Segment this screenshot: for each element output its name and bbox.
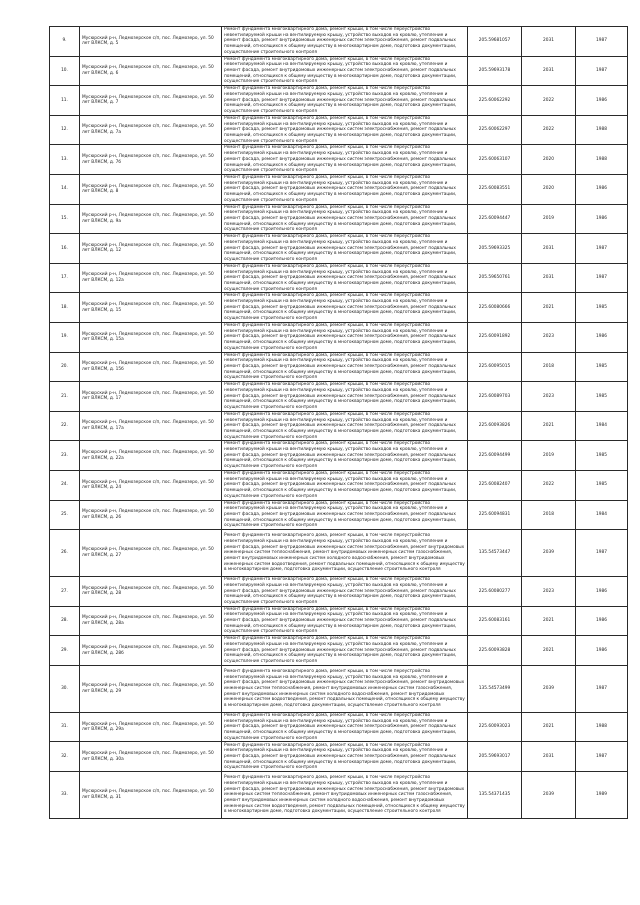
row-number: 25.: [50, 500, 80, 530]
repair-works-list: Ремонт фундамента многоквартирного дома, ремонт крыши, в том числе переустройство невентилируемой крыши на вентилируемую крышу, устройство выходов на кровлю, утепление и ремонт фасада, ремонт внутридомовых инженерных систем электроснабжения, ремонт подвальных помещений, относящихся к общему имуществу в многоквартирном доме, подготовка документации, осуществление строительного контроля: [222, 263, 468, 293]
repair-works-list: Ремонт фундамента многоквартирного дома, ремонт крыши, в том числе переустройство невентилируемой крыши на вентилируемую крышу, устройство выходов на кровлю, утепление и ремонт фасада, ремонт внутридомовых инженерных систем электроснабжения, ремонт подвальных помещений, относящихся к общему имуществу в многоквартирном доме, подготовка документации, осуществление строительного контроля: [222, 352, 468, 382]
table-row: [50, 263, 628, 293]
cadastral-value: 225.60082407: [468, 470, 522, 500]
repair-year: 2031: [522, 56, 576, 86]
construction-year: 1986: [576, 636, 628, 666]
repair-year: 2031: [522, 27, 576, 57]
repair-works-list: Ремонт фундамента многоквартирного дома, ремонт крыши, в том числе переустройство невентилируемой крыши на вентилируемую крышу, устройство выходов на кровлю, утепление и ремонт фасада, ремонт внутридомовых инженерных систем электроснабжения, ремонт подвальных помещений, относящихся к общему имуществу в многоквартирном доме, подготовка документации, осуществление строительного контроля: [222, 712, 468, 742]
cadastral-value: 205.59650761: [468, 263, 522, 293]
repair-year: 2021: [522, 293, 576, 323]
house-address: Мусюрский р-н, Ледмозерское с/п, пос. Ледмозеро, ул. 50 лет ВЛКСМ, д. 8: [80, 174, 222, 204]
table-row: [50, 441, 628, 471]
table-row: [50, 606, 628, 636]
house-address: Мусюрский р-н, Ледмозерское с/п, пос. Ледмозеро, ул. 50 лет ВЛКСМ, д. 17: [80, 382, 222, 412]
repair-works-list: Ремонт фундамента многоквартирного дома, ремонт крыши, в том числе переустройство невентилируемой крыши на вентилируемую крышу, устройство выходов на кровлю, утепление и ремонт фасада, ремонт внутридомовых инженерных систем электроснабжения, ремонт подвальных помещений, относящихся к общему имуществу в многоквартирном доме, подготовка документации, осуществление строительного контроля: [222, 27, 468, 57]
repair-works-list: Ремонт фундамента многоквартирного дома, ремонт крыши, в том числе переустройство невентилируемой крыши на вентилируемую крышу, устройство выходов на кровлю, утепление и ремонт фасада, ремонт внутридомовых инженерных систем электроснабжения, ремонт внутридомовых инженерных систем теплоснабжения, ремонт внутридомовых инженерных систем газоснабжения, ремонт внутридомовых инженерных систем холодного водоснабжения, ремонт внутридомовых инженерных систем водоотведения, ремонт подвальных помещений, относящихся к общему имуществу в многоквартирном доме, подготовка документации, осуществление строительного контроля: [222, 530, 468, 577]
construction-year: 1989: [576, 772, 628, 819]
house-address: Мусюрский р-н, Ледмозерское с/п, пос. Ледмозеро, ул. 50 лет ВЛКСМ, д. 27: [80, 530, 222, 577]
cadastral-value: 225.60080666: [468, 293, 522, 323]
row-number: 14.: [50, 174, 80, 204]
construction-year: 1984: [576, 500, 628, 530]
cadastral-value: 205.59693325: [468, 234, 522, 264]
house-address: Мусюрский р-н, Ледмозерское с/п, пос. Ледмозеро, ул. 50 лет ВЛКСМ, д. 24: [80, 470, 222, 500]
construction-year: 1985: [576, 293, 628, 323]
construction-year: 1986: [576, 322, 628, 352]
house-address: Мусюрский р-н, Ледмозерское с/п, пос. Ледмозеро, ул. 50 лет ВЛКСМ, д. 15: [80, 293, 222, 323]
construction-year: 1986: [576, 577, 628, 607]
repair-year: 2018: [522, 352, 576, 382]
cadastral-value: 225.60080277: [468, 577, 522, 607]
row-number: 15.: [50, 204, 80, 234]
cadastral-value: 225.60093828: [468, 636, 522, 666]
repair-program-table: [49, 26, 628, 819]
table-row: [50, 27, 628, 57]
table-row: [50, 322, 628, 352]
house-address: Мусюрский р-н, Ледмозерское с/п, пос. Ледмозеро, ул. 50 лет ВЛКСМ, д. 17а: [80, 411, 222, 441]
table-row: [50, 115, 628, 145]
construction-year: 1985: [576, 352, 628, 382]
repair-year: 2021: [522, 712, 576, 742]
construction-year: 1985: [576, 470, 628, 500]
repair-works-list: Ремонт фундамента многоквартирного дома, ремонт крыши, в том числе переустройство невентилируемой крыши на вентилируемую крышу, устройство выходов на кровлю, утепление и ремонт фасада, ремонт внутридомовых инженерных систем электроснабжения, ремонт подвальных помещений, относящихся к общему имуществу в многоквартирном доме, подготовка документации, осуществление строительного контроля: [222, 174, 468, 204]
house-address: Мусюрский р-н, Ледмозерское с/п, пос. Ледмозеро, ул. 50 лет ВЛКСМ, д. 31: [80, 772, 222, 819]
house-address: Мусюрский р-н, Ледмозерское с/п, пос. Ледмозеро, ул. 50 лет ВЛКСМ, д. 5: [80, 27, 222, 57]
row-number: 29.: [50, 636, 80, 666]
repair-year: 2020: [522, 174, 576, 204]
cadastral-value: 135.54573499: [468, 665, 522, 712]
house-address: Мусюрский р-н, Ледмозерское с/п, пос. Ледмозеро, ул. 50 лет ВЛКСМ, д. 29: [80, 665, 222, 712]
row-number: 16.: [50, 234, 80, 264]
table-row: [50, 174, 628, 204]
row-number: 23.: [50, 441, 80, 471]
construction-year: 1985: [576, 382, 628, 412]
row-number: 28.: [50, 606, 80, 636]
repair-year: 2022: [522, 115, 576, 145]
cadastral-value: 225.60083551: [468, 174, 522, 204]
cadastral-value: 225.60094499: [468, 441, 522, 471]
repair-year: 2031: [522, 263, 576, 293]
table-row: [50, 411, 628, 441]
house-address: Мусюрский р-н, Ледмозерское с/п, пос. Ледмозеро, ул. 50 лет ВЛКСМ, д. 6: [80, 56, 222, 86]
construction-year: 1988: [576, 115, 628, 145]
cadastral-value: 225.60091892: [468, 322, 522, 352]
repair-year: 2022: [522, 470, 576, 500]
cadastral-value: 135.54573447: [468, 530, 522, 577]
table-row: [50, 470, 628, 500]
row-number: 10.: [50, 56, 80, 86]
cadastral-value: 205.59681057: [468, 27, 522, 57]
repair-year: 2039: [522, 530, 576, 577]
repair-works-list: Ремонт фундамента многоквартирного дома, ремонт крыши, в том числе переустройство невентилируемой крыши на вентилируемую крышу, устройство выходов на кровлю, утепление и ремонт фасада, ремонт внутридомовых инженерных систем электроснабжения, ремонт подвальных помещений, относящихся к общему имуществу в многоквартирном доме, подготовка документации, осуществление строительного контроля: [222, 293, 468, 323]
construction-year: 1988: [576, 712, 628, 742]
house-address: Мусюрский р-н, Ледмозерское с/п, пос. Ледмозеро, ул. 50 лет ВЛКСМ, д. 12а: [80, 263, 222, 293]
construction-year: 1987: [576, 56, 628, 86]
repair-works-list: Ремонт фундамента многоквартирного дома, ремонт крыши, в том числе переустройство невентилируемой крыши на вентилируемую крышу, устройство выходов на кровлю, утепление и ремонт фасада, ремонт внутридомовых инженерных систем электроснабжения, ремонт подвальных помещений, относящихся к общему имуществу в многоквартирном доме, подготовка документации, осуществление строительного контроля: [222, 742, 468, 772]
house-address: Мусюрский р-н, Ледмозерское с/п, пос. Ледмозеро, ул. 50 лет ВЛКСМ, д. 28: [80, 577, 222, 607]
row-number: 19.: [50, 322, 80, 352]
repair-works-list: Ремонт фундамента многоквартирного дома, ремонт крыши, в том числе переустройство невентилируемой крыши на вентилируемую крышу, устройство выходов на кровлю, утепление и ремонт фасада, ремонт внутридомовых инженерных систем электроснабжения, ремонт внутридомовых инженерных систем теплоснабжения, ремонт внутридомовых инженерных систем газоснабжения, ремонт внутридомовых инженерных систем холодного водоснабжения, ремонт внутридомовых инженерных систем водоотведения, ремонт подвальных помещений, относящихся к общему имуществу в многоквартирном доме, подготовка документации, осуществление строительного контроля: [222, 772, 468, 819]
cadastral-value: 225.60062297: [468, 115, 522, 145]
row-number: 13.: [50, 145, 80, 175]
house-address: Мусюрский р-н, Ледмозерское с/п, пос. Ледмозеро, ул. 50 лет ВЛКСМ, д. 7: [80, 86, 222, 116]
row-number: 33.: [50, 772, 80, 819]
cadastral-value: 225.60089703: [468, 382, 522, 412]
house-address: Мусюрский р-н, Ледмозерское с/п, пос. Ледмозеро, ул. 50 лет ВЛКСМ, д. 15а: [80, 322, 222, 352]
construction-year: 1988: [576, 145, 628, 175]
cadastral-value: 225.60095015: [468, 352, 522, 382]
table-row: [50, 665, 628, 712]
repair-year: 2019: [522, 441, 576, 471]
table-body: [50, 27, 628, 819]
house-address: Мусюрский р-н, Ледмозерское с/п, пос. Ледмозеро, ул. 50 лет ВЛКСМ, д. 7б: [80, 145, 222, 175]
house-address: Мусюрский р-н, Ледмозерское с/п, пос. Ледмозеро, ул. 50 лет ВЛКСМ, д. 15б: [80, 352, 222, 382]
repair-works-list: Ремонт фундамента многоквартирного дома, ремонт крыши, в том числе переустройство невентилируемой крыши на вентилируемую крышу, устройство выходов на кровлю, утепление и ремонт фасада, ремонт внутридомовых инженерных систем электроснабжения, ремонт подвальных помещений, относящихся к общему имуществу в многоквартирном доме, подготовка документации, осуществление строительного контроля: [222, 234, 468, 264]
table-row: [50, 352, 628, 382]
table-row: [50, 772, 628, 819]
cadastral-value: 225.60093826: [468, 411, 522, 441]
cadastral-value: 205.59693178: [468, 56, 522, 86]
table-row: [50, 56, 628, 86]
table-row: [50, 382, 628, 412]
cadastral-value: 205.59693017: [468, 742, 522, 772]
table-row: [50, 293, 628, 323]
construction-year: 1987: [576, 530, 628, 577]
construction-year: 1986: [576, 606, 628, 636]
table-row: [50, 742, 628, 772]
row-number: 11.: [50, 86, 80, 116]
repair-year: 2031: [522, 234, 576, 264]
construction-year: 1986: [576, 174, 628, 204]
house-address: Мусюрский р-н, Ледмозерское с/п, пос. Ледмозеро, ул. 50 лет ВЛКСМ, д. 22а: [80, 441, 222, 471]
cadastral-value: 225.60094831: [468, 500, 522, 530]
repair-works-list: Ремонт фундамента многоквартирного дома, ремонт крыши, в том числе переустройство невентилируемой крыши на вентилируемую крышу, устройство выходов на кровлю, утепление и ремонт фасада, ремонт внутридомовых инженерных систем электроснабжения, ремонт внутридомовых инженерных систем теплоснабжения, ремонт внутридомовых инженерных систем газоснабжения, ремонт внутридомовых инженерных систем холодного водоснабжения, ремонт внутридомовых инженерных систем водоотведения, ремонт подвальных помещений, относящихся к общему имуществу в многоквартирном доме, подготовка документации, осуществление строительного контроля: [222, 665, 468, 712]
row-number: 27.: [50, 577, 80, 607]
construction-year: 1986: [576, 204, 628, 234]
repair-works-list: Ремонт фундамента многоквартирного дома, ремонт крыши, в том числе переустройство невентилируемой крыши на вентилируемую крышу, устройство выходов на кровлю, утепление и ремонт фасада, ремонт внутридомовых инженерных систем электроснабжения, ремонт подвальных помещений, относящихся к общему имуществу в многоквартирном доме, подготовка документации, осуществление строительного контроля: [222, 577, 468, 607]
house-address: Мусюрский р-н, Ледмозерское с/п, пос. Ледмозеро, ул. 50 лет ВЛКСМ, д. 9а: [80, 204, 222, 234]
row-number: 12.: [50, 115, 80, 145]
table-row: [50, 204, 628, 234]
repair-works-list: Ремонт фундамента многоквартирного дома, ремонт крыши, в том числе переустройство невентилируемой крыши на вентилируемую крышу, устройство выходов на кровлю, утепление и ремонт фасада, ремонт внутридомовых инженерных систем электроснабжения, ремонт подвальных помещений, относящихся к общему имуществу в многоквартирном доме, подготовка документации, осуществление строительного контроля: [222, 145, 468, 175]
table-row: [50, 577, 628, 607]
house-address: Мусюрский р-н, Ледмозерское с/п, пос. Ледмозеро, ул. 50 лет ВЛКСМ, д. 12: [80, 234, 222, 264]
repair-year: 2022: [522, 86, 576, 116]
row-number: 22.: [50, 411, 80, 441]
row-number: 30.: [50, 665, 80, 712]
table-row: [50, 500, 628, 530]
row-number: 9.: [50, 27, 80, 57]
cadastral-value: 135.54371435: [468, 772, 522, 819]
repair-year: 2023: [522, 577, 576, 607]
repair-year: 2021: [522, 636, 576, 666]
repair-works-list: Ремонт фундамента многоквартирного дома, ремонт крыши, в том числе переустройство невентилируемой крыши на вентилируемую крышу, устройство выходов на кровлю, утепление и ремонт фасада, ремонт внутридомовых инженерных систем электроснабжения, ремонт подвальных помещений, относящихся к общему имуществу в многоквартирном доме, подготовка документации, осуществление строительного контроля: [222, 86, 468, 116]
table-row: [50, 86, 628, 116]
table-row: [50, 234, 628, 264]
construction-year: 1987: [576, 234, 628, 264]
row-number: 18.: [50, 293, 80, 323]
repair-year: 2039: [522, 772, 576, 819]
construction-year: 1987: [576, 263, 628, 293]
cadastral-value: 225.60083161: [468, 606, 522, 636]
construction-year: 1987: [576, 27, 628, 57]
cadastral-value: 225.60093023: [468, 712, 522, 742]
row-number: 20.: [50, 352, 80, 382]
repair-works-list: Ремонт фундамента многоквартирного дома, ремонт крыши, в том числе переустройство невентилируемой крыши на вентилируемую крышу, устройство выходов на кровлю, утепление и ремонт фасада, ремонт внутридомовых инженерных систем электроснабжения, ремонт подвальных помещений, относящихся к общему имуществу в многоквартирном доме, подготовка документации, осуществление строительного контроля: [222, 500, 468, 530]
house-address: Мусюрский р-н, Ледмозерское с/п, пос. Ледмозеро, ул. 50 лет ВЛКСМ, д. 28а: [80, 606, 222, 636]
repair-year: 2039: [522, 665, 576, 712]
house-address: Мусюрский р-н, Ледмозерское с/п, пос. Ледмозеро, ул. 50 лет ВЛКСМ, д. 7а: [80, 115, 222, 145]
repair-works-list: Ремонт фундамента многоквартирного дома, ремонт крыши, в том числе переустройство невентилируемой крыши на вентилируемую крышу, устройство выходов на кровлю, утепление и ремонт фасада, ремонт внутридомовых инженерных систем электроснабжения, ремонт подвальных помещений, относящихся к общему имуществу в многоквартирном доме, подготовка документации, осуществление строительного контроля: [222, 470, 468, 500]
cadastral-value: 225.60062292: [468, 86, 522, 116]
repair-year: 2023: [522, 322, 576, 352]
repair-works-list: Ремонт фундамента многоквартирного дома, ремонт крыши, в том числе переустройство невентилируемой крыши на вентилируемую крышу, устройство выходов на кровлю, утепление и ремонт фасада, ремонт внутридомовых инженерных систем электроснабжения, ремонт подвальных помещений, относящихся к общему имуществу в многоквартирном доме, подготовка документации, осуществление строительного контроля: [222, 322, 468, 352]
repair-year: 2031: [522, 742, 576, 772]
cadastral-value: 225.60063107: [468, 145, 522, 175]
repair-works-list: Ремонт фундамента многоквартирного дома, ремонт крыши, в том числе переустройство невентилируемой крыши на вентилируемую крышу, устройство выходов на кровлю, утепление и ремонт фасада, ремонт внутридомовых инженерных систем электроснабжения, ремонт подвальных помещений, относящихся к общему имуществу в многоквартирном доме, подготовка документации, осуществление строительного контроля: [222, 441, 468, 471]
repair-works-list: Ремонт фундамента многоквартирного дома, ремонт крыши, в том числе переустройство невентилируемой крыши на вентилируемую крышу, устройство выходов на кровлю, утепление и ремонт фасада, ремонт внутридомовых инженерных систем электроснабжения, ремонт подвальных помещений, относящихся к общему имуществу в многоквартирном доме, подготовка документации, осуществление строительного контроля: [222, 56, 468, 86]
repair-year: 2018: [522, 500, 576, 530]
repair-works-list: Ремонт фундамента многоквартирного дома, ремонт крыши, в том числе переустройство невентилируемой крыши на вентилируемую крышу, устройство выходов на кровлю, утепление и ремонт фасада, ремонт внутридомовых инженерных систем электроснабжения, ремонт подвальных помещений, относящихся к общему имуществу в многоквартирном доме, подготовка документации, осуществление строительного контроля: [222, 411, 468, 441]
table-row: [50, 636, 628, 666]
repair-works-list: Ремонт фундамента многоквартирного дома, ремонт крыши, в том числе переустройство невентилируемой крыши на вентилируемую крышу, устройство выходов на кровлю, утепление и ремонт фасада, ремонт внутридомовых инженерных систем электроснабжения, ремонт подвальных помещений, относящихся к общему имуществу в многоквартирном доме, подготовка документации, осуществление строительного контроля: [222, 115, 468, 145]
construction-year: 1984: [576, 411, 628, 441]
repair-year: 2021: [522, 606, 576, 636]
table-row: [50, 530, 628, 577]
repair-works-list: Ремонт фундамента многоквартирного дома, ремонт крыши, в том числе переустройство невентилируемой крыши на вентилируемую крышу, устройство выходов на кровлю, утепление и ремонт фасада, ремонт внутридомовых инженерных систем электроснабжения, ремонт подвальных помещений, относящихся к общему имуществу в многоквартирном доме, подготовка документации, осуществление строительного контроля: [222, 382, 468, 412]
repair-works-list: Ремонт фундамента многоквартирного дома, ремонт крыши, в том числе переустройство невентилируемой крыши на вентилируемую крышу, устройство выходов на кровлю, утепление и ремонт фасада, ремонт внутридомовых инженерных систем электроснабжения, ремонт подвальных помещений, относящихся к общему имуществу в многоквартирном доме, подготовка документации, осуществление строительного контроля: [222, 636, 468, 666]
table-row: [50, 712, 628, 742]
house-address: Мусюрский р-н, Ледмозерское с/п, пос. Ледмозеро, ул. 50 лет ВЛКСМ, д. 28б: [80, 636, 222, 666]
repair-works-list: Ремонт фундамента многоквартирного дома, ремонт крыши, в том числе переустройство невентилируемой крыши на вентилируемую крышу, устройство выходов на кровлю, утепление и ремонт фасада, ремонт внутридомовых инженерных систем электроснабжения, ремонт подвальных помещений, относящихся к общему имуществу в многоквартирном доме, подготовка документации, осуществление строительного контроля: [222, 606, 468, 636]
repair-year: 2019: [522, 204, 576, 234]
house-address: Мусюрский р-н, Ледмозерское с/п, пос. Ледмозеро, ул. 50 лет ВЛКСМ, д. 26: [80, 500, 222, 530]
row-number: 21.: [50, 382, 80, 412]
house-address: Мусюрский р-н, Ледмозерское с/п, пос. Ледмозеро, ул. 50 лет ВЛКСМ, д. 29а: [80, 712, 222, 742]
construction-year: 1985: [576, 441, 628, 471]
row-number: 26.: [50, 530, 80, 577]
repair-year: 2021: [522, 411, 576, 441]
cadastral-value: 225.60094447: [468, 204, 522, 234]
row-number: 32.: [50, 742, 80, 772]
row-number: 24.: [50, 470, 80, 500]
table-row: [50, 145, 628, 175]
row-number: 17.: [50, 263, 80, 293]
repair-works-list: Ремонт фундамента многоквартирного дома, ремонт крыши, в том числе переустройство невентилируемой крыши на вентилируемую крышу, устройство выходов на кровлю, утепление и ремонт фасада, ремонт внутридомовых инженерных систем электроснабжения, ремонт подвальных помещений, относящихся к общему имуществу в многоквартирном доме, подготовка документации, осуществление строительного контроля: [222, 204, 468, 234]
repair-year: 2020: [522, 145, 576, 175]
construction-year: 1987: [576, 665, 628, 712]
row-number: 31.: [50, 712, 80, 742]
construction-year: 1987: [576, 742, 628, 772]
repair-year: 2023: [522, 382, 576, 412]
house-address: Мусюрский р-н, Ледмозерское с/п, пос. Ледмозеро, ул. 50 лет ВЛКСМ, д. 30а: [80, 742, 222, 772]
construction-year: 1986: [576, 86, 628, 116]
